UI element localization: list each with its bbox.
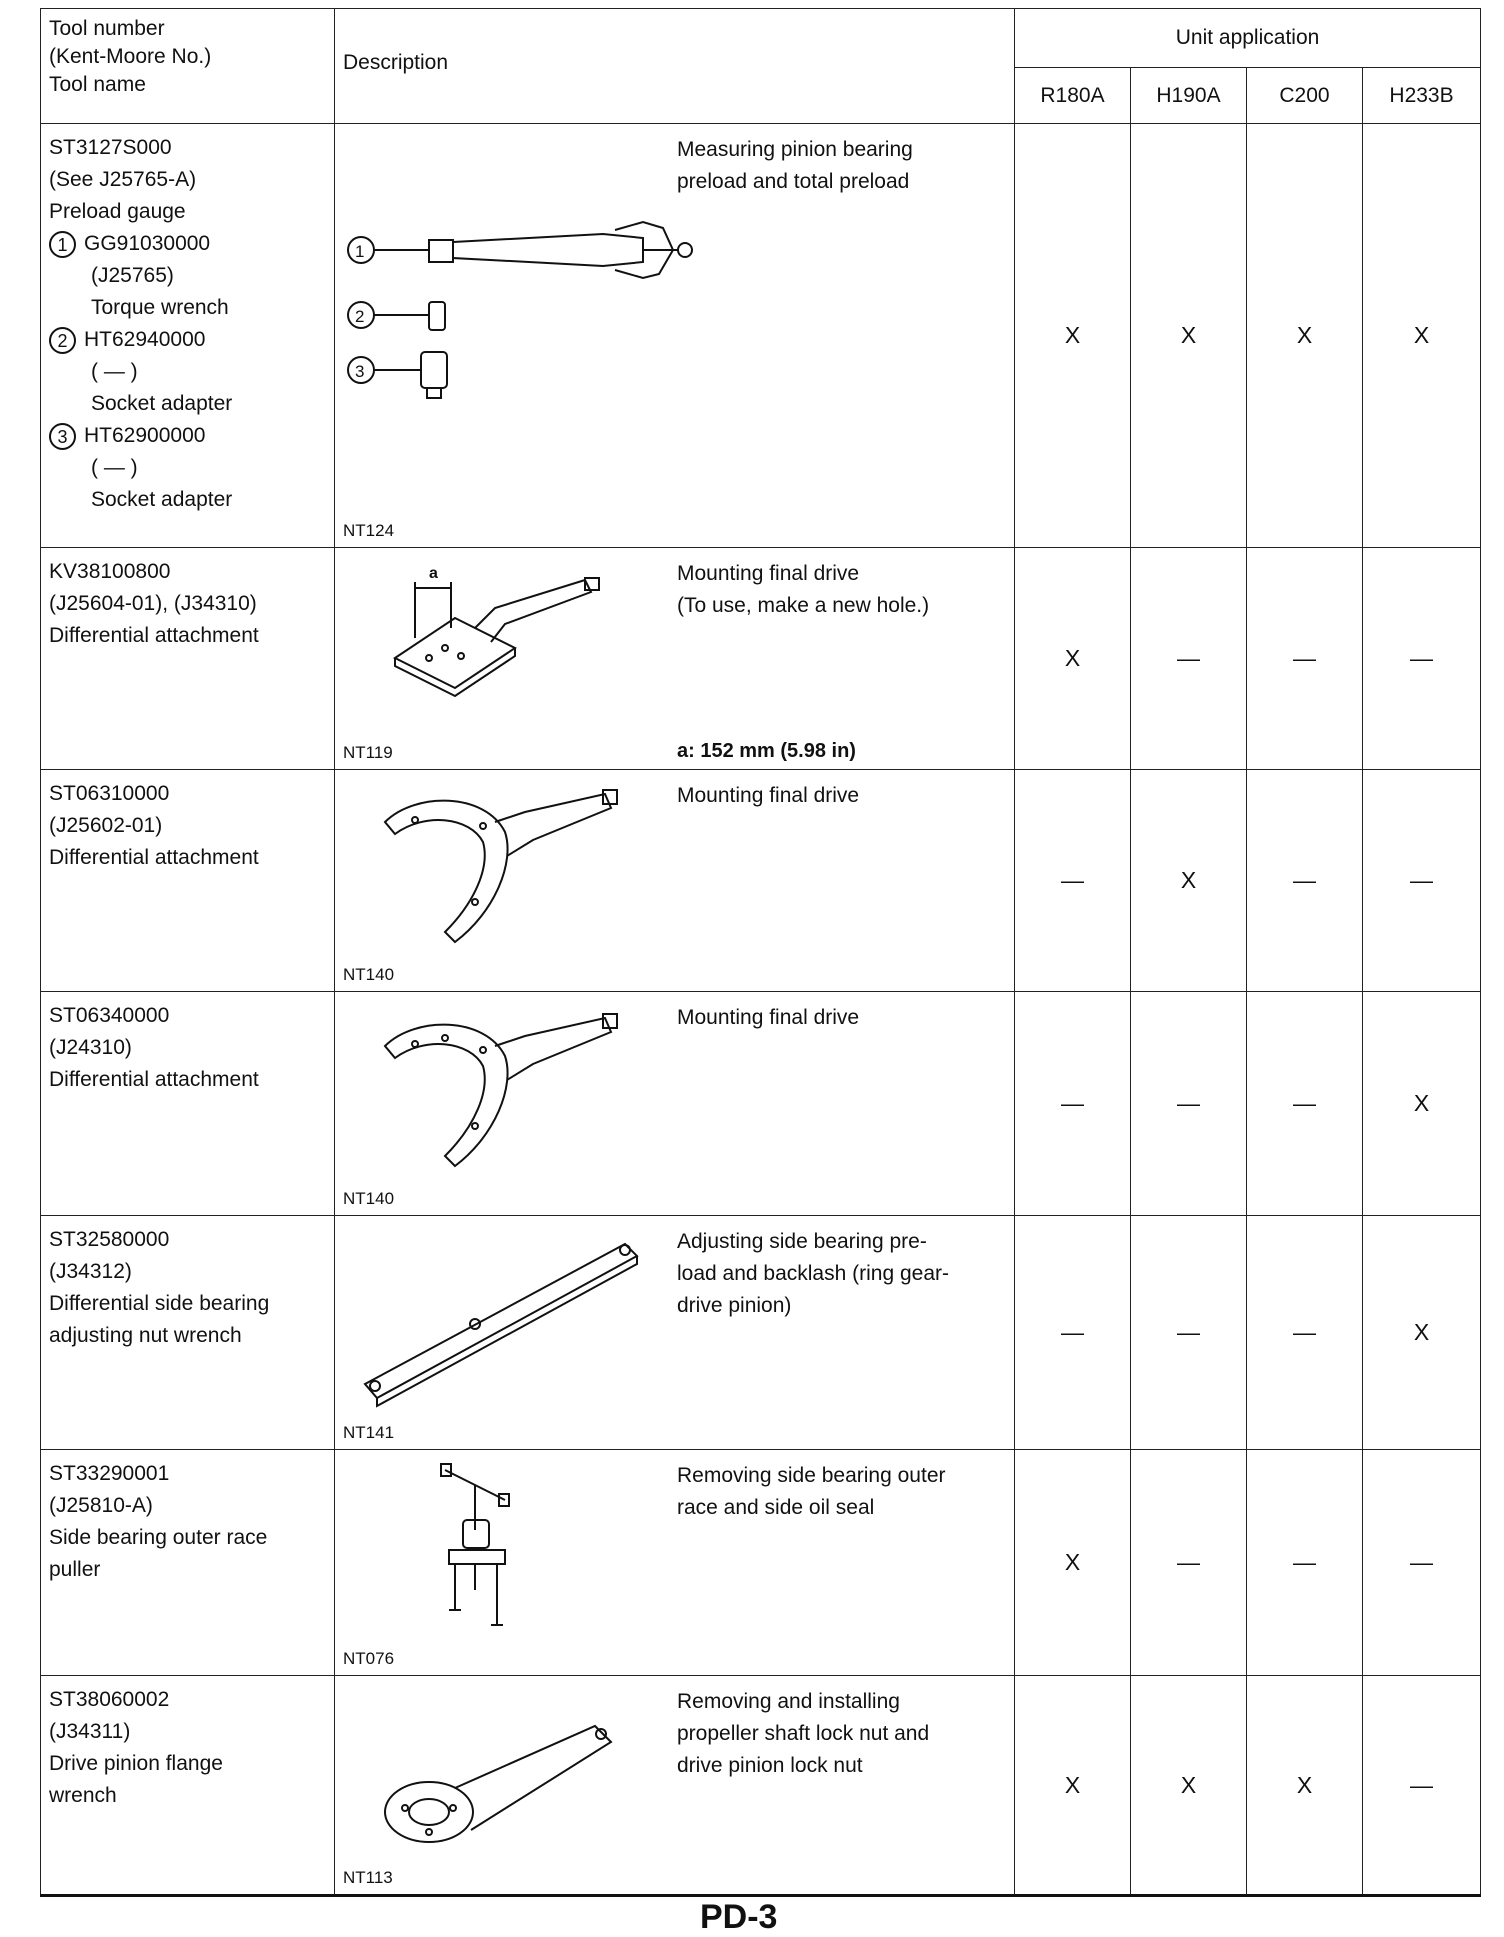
header-unit-h233b: H233B xyxy=(1363,68,1481,124)
table-row xyxy=(41,1216,1481,1450)
description-text: Measuring pinion bearing preload and total preload xyxy=(677,138,913,193)
application-c200: — xyxy=(1247,1216,1363,1450)
application-r180a: — xyxy=(1015,770,1131,992)
application-h190a: — xyxy=(1131,1216,1247,1450)
sub-item-kent: ( — ) xyxy=(91,360,138,383)
tool-name: Differential attachment xyxy=(49,624,259,647)
tool-number: ST33290001 xyxy=(49,1462,170,1485)
description-text: Mounting final drive xyxy=(677,784,860,807)
sub-item-name: Torque wrench xyxy=(91,296,229,319)
tool-number: ST32580000 xyxy=(49,1228,170,1251)
svg-text:a: a xyxy=(429,565,438,582)
header-unit-application: Unit application xyxy=(1015,9,1481,68)
figure-code: NT124 xyxy=(343,521,395,540)
kent-moore-number: (J24310) xyxy=(49,1036,132,1059)
tool-number: KV38100800 xyxy=(49,560,171,583)
page-number: PD-3 xyxy=(700,1898,778,1936)
description-cell xyxy=(335,1450,1015,1676)
tool-number: ST3127S000 xyxy=(49,136,172,159)
sub-item-kent: ( — ) xyxy=(91,456,138,479)
description-text: Mounting final drive xyxy=(677,1006,860,1029)
svg-text:3: 3 xyxy=(355,362,365,381)
tool-name: Drive pinion flange xyxy=(49,1752,223,1775)
application-r180a: X xyxy=(1015,124,1131,548)
kent-moore-number: (J34312) xyxy=(49,1260,132,1283)
flange-wrench-illustration xyxy=(375,1712,625,1852)
application-r180a: — xyxy=(1015,992,1131,1216)
description-text: Removing side bearing outer race and side oil seal xyxy=(677,1464,946,1519)
outer-race-puller-illustration xyxy=(435,1460,555,1640)
item-number-badge: 2 xyxy=(49,327,76,354)
application-c200: — xyxy=(1247,770,1363,992)
sub-item-part: GG91030000 xyxy=(84,232,211,255)
header-tool-column xyxy=(41,9,335,124)
tool-cell xyxy=(41,124,335,548)
description-cell xyxy=(335,1676,1015,1896)
header-unit-r180a: R180A xyxy=(1015,68,1131,124)
tool-name-continued: puller xyxy=(49,1558,101,1581)
differential-attachment-illustration xyxy=(385,558,615,718)
figure-code: NT113 xyxy=(343,1868,393,1887)
sub-item-name: Socket adapter xyxy=(91,392,233,415)
tool-number: ST06310000 xyxy=(49,782,170,805)
tool-cell xyxy=(41,548,335,770)
description-cell xyxy=(335,124,1015,548)
figure-code: NT141 xyxy=(343,1423,395,1442)
kent-moore-number: (J34311) xyxy=(49,1720,131,1743)
kent-moore-number: (J25604-01), (J34310) xyxy=(49,592,257,615)
special-tools-table xyxy=(40,8,1481,1897)
tool-name: Differential attachment xyxy=(49,1068,259,1091)
application-h190a: X xyxy=(1131,770,1247,992)
tool-cell xyxy=(41,1450,335,1676)
table-row xyxy=(41,992,1481,1216)
sub-item-name: Socket adapter xyxy=(91,488,233,511)
dimension-note: a: 152 mm (5.98 in) xyxy=(677,740,856,762)
tool-cell xyxy=(41,1676,335,1896)
item-number-badge: 1 xyxy=(49,231,76,258)
table-row xyxy=(41,124,1481,548)
tool-cell xyxy=(41,992,335,1216)
application-h233b: — xyxy=(1363,770,1481,992)
application-r180a: X xyxy=(1015,548,1131,770)
table-row xyxy=(41,770,1481,992)
differential-attachment-illustration xyxy=(375,1006,635,1176)
kent-moore-number: (J25810-A) xyxy=(49,1494,153,1517)
description-cell xyxy=(335,992,1015,1216)
kent-moore-number: (See J25765-A) xyxy=(49,168,197,191)
application-c200: — xyxy=(1247,1450,1363,1676)
header-unit-c200: C200 xyxy=(1247,68,1363,124)
application-h190a: — xyxy=(1131,548,1247,770)
application-h190a: X xyxy=(1131,1676,1247,1896)
application-c200: — xyxy=(1247,548,1363,770)
tool-name: Differential side bearing xyxy=(49,1292,270,1315)
sub-item-kent: (J25765) xyxy=(91,264,174,287)
application-h233b: X xyxy=(1363,124,1481,548)
tool-name-continued: wrench xyxy=(49,1784,117,1807)
header-kent-moore: (Kent-Moore No.) xyxy=(49,45,212,68)
sub-item-part: HT62940000 xyxy=(84,328,206,351)
item-number-badge: 3 xyxy=(49,423,76,450)
tool-cell xyxy=(41,1216,335,1450)
figure-code: NT076 xyxy=(343,1649,395,1668)
adjusting-nut-wrench-illustration xyxy=(355,1234,645,1414)
header-unit-h190a: H190A xyxy=(1131,68,1247,124)
svg-text:1: 1 xyxy=(355,242,365,261)
sub-item-part: HT62900000 xyxy=(84,424,206,447)
application-h190a: — xyxy=(1131,1450,1247,1676)
header-description: Description xyxy=(335,9,1015,124)
application-c200: X xyxy=(1247,1676,1363,1896)
application-r180a: X xyxy=(1015,1450,1131,1676)
application-h233b: X xyxy=(1363,992,1481,1216)
tool-name-continued: adjusting nut wrench xyxy=(49,1324,242,1347)
tool-number: ST06340000 xyxy=(49,1004,170,1027)
differential-attachment-illustration xyxy=(375,782,635,952)
description-cell xyxy=(335,770,1015,992)
tool-cell xyxy=(41,770,335,992)
application-h233b: X xyxy=(1363,1216,1481,1450)
description-text: Adjusting side bearing pre- load and backlash (ring gear- drive pinion) xyxy=(677,1230,949,1317)
description-cell xyxy=(335,1216,1015,1450)
application-c200: X xyxy=(1247,124,1363,548)
figure-code: NT140 xyxy=(343,1189,395,1208)
application-h190a: — xyxy=(1131,992,1247,1216)
kent-moore-number: (J25602-01) xyxy=(49,814,163,837)
description-text: Removing and installing propeller shaft lock nut and drive pinion lock nut xyxy=(677,1690,930,1777)
description-cell xyxy=(335,548,1015,770)
application-c200: — xyxy=(1247,992,1363,1216)
tool-number: ST38060002 xyxy=(49,1688,170,1711)
application-r180a: — xyxy=(1015,1216,1131,1450)
application-h233b: — xyxy=(1363,1676,1481,1896)
tool-name: Preload gauge xyxy=(49,200,186,223)
description-text: Mounting final drive (To use, make a new hole.) xyxy=(677,562,930,617)
header-tool-name: Tool name xyxy=(49,73,146,96)
application-h233b: — xyxy=(1363,548,1481,770)
torque-wrench-illustration xyxy=(343,220,763,410)
tool-name: Differential attachment xyxy=(49,846,259,869)
svg-text:2: 2 xyxy=(355,307,365,326)
tool-name: Side bearing outer race xyxy=(49,1526,268,1549)
table-row xyxy=(41,1450,1481,1676)
application-r180a: X xyxy=(1015,1676,1131,1896)
figure-code: NT119 xyxy=(343,743,393,762)
application-h190a: X xyxy=(1131,124,1247,548)
table-row xyxy=(41,548,1481,770)
application-h233b: — xyxy=(1363,1450,1481,1676)
header-tool-number: Tool number xyxy=(49,17,165,40)
table-row xyxy=(41,1676,1481,1896)
figure-code: NT140 xyxy=(343,965,395,984)
